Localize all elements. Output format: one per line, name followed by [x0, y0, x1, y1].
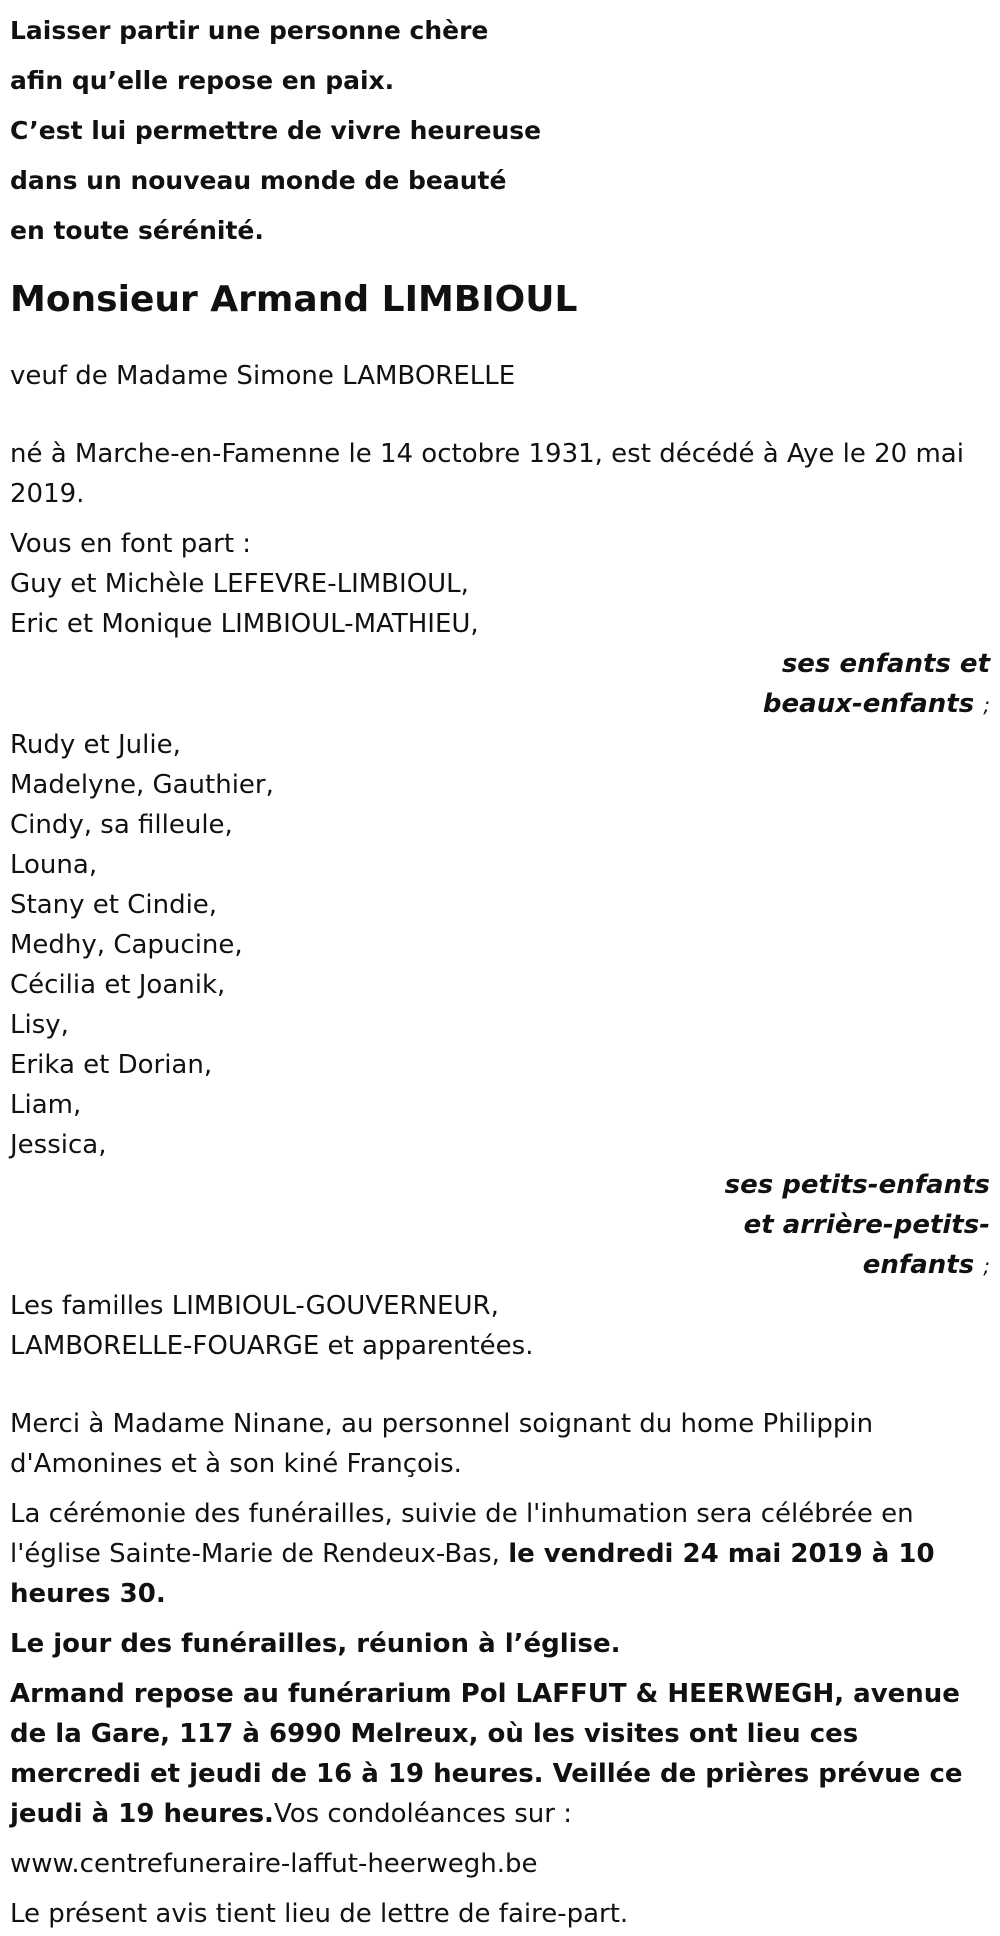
list-item: Cécilia et Joanik, [10, 970, 226, 1000]
list-item: Medhy, Capucine, [10, 930, 243, 960]
list-item: Eric et Monique LIMBIOUL-MATHIEU, [10, 609, 479, 639]
list-item: Guy et Michèle LEFEVRE-LIMBIOUL, [10, 569, 469, 599]
list-item: Les familles LIMBIOUL-GOUVERNEUR, [10, 1291, 499, 1321]
role-line: et arrière-petits- [743, 1210, 990, 1240]
role-text: beaux-enfants [762, 689, 975, 719]
list-item: Louna, [10, 850, 98, 880]
list-item: LAMBORELLE-FOUARGE et apparentées. [10, 1331, 534, 1361]
role-line: ses petits-enfants [724, 1170, 990, 1200]
deceased-name: Monsieur Armand LIMBIOUL [10, 279, 578, 320]
visit-paragraph [10, 1674, 990, 1834]
list-item: Liam, [10, 1090, 82, 1120]
role-line [10, 684, 990, 725]
birth-death: né à Marche-en-Famenne le 14 octobre 1931, est décédé à Aye le 20 mai 2019. [10, 439, 964, 509]
role-text: enfants [862, 1250, 975, 1280]
poem-line: C’est lui permettre de vivre heureuse [10, 116, 542, 145]
condolences-intro: Vos condoléances sur : [273, 1799, 572, 1829]
poem-line: Laisser partir une personne chère [10, 16, 489, 45]
grandchildren-role [10, 1165, 990, 1286]
thanks-text: Merci à Madame Ninane, au personnel soignant du home Philippin d'Amonines et à son kiné François. [10, 1409, 874, 1479]
list-item: Erika et Dorian, [10, 1050, 213, 1080]
list-item: Cindy, sa filleule, [10, 810, 233, 840]
ceremony-paragraph [10, 1494, 990, 1614]
visit-text: Armand repose au funérarium Pol LAFFUT & HEERWEGH, avenue de la Gare, 117 à 6990 Melreux, où les visites ont lieu ces mercredi et jeudi de 16 à 19 heures. Veillée de prières prévue ce jeudi à 19 heures. [10, 1679, 963, 1829]
role-line [10, 1245, 990, 1286]
role-separator: ; [983, 693, 990, 717]
obituary-page [0, 6, 1000, 1936]
poem-line: en toute sérénité. [10, 216, 264, 245]
website-link[interactable]: www.centrefuneraire-laffut-heerwegh.be [10, 1849, 538, 1879]
role-line: ses enfants et [781, 649, 990, 679]
list-item: Madelyne, Gauthier, [10, 770, 274, 800]
families [10, 1286, 990, 1366]
announce-intro: Vous en font part : [10, 529, 252, 559]
poem-line: dans un nouveau monde de beauté [10, 166, 507, 195]
meeting-text: Le jour des funérailles, réunion à l’église. [10, 1629, 621, 1659]
children-role [10, 644, 990, 725]
grandchildren-list [10, 725, 990, 1165]
ceremony-date: le vendredi 24 mai 2019 à 10 heures 30. [10, 1539, 935, 1609]
list-item: Lisy, [10, 1010, 69, 1040]
role-separator: ; [983, 1254, 990, 1278]
list-item: Jessica, [10, 1130, 107, 1160]
ceremony-text: La cérémonie des funérailles, suivie de l'inhumation sera célébrée en l'église Sainte-Marie de Rendeux-Bas, [10, 1499, 914, 1569]
children-list [10, 564, 990, 644]
list-item: Rudy et Julie, [10, 730, 181, 760]
poem [10, 6, 990, 256]
closing-text: Le présent avis tient lieu de lettre de faire-part. [10, 1899, 629, 1929]
poem-line: afin qu’elle repose en paix. [10, 66, 395, 95]
list-item: Stany et Cindie, [10, 890, 218, 920]
widower-of: veuf de Madame Simone LAMBORELLE [10, 361, 516, 391]
